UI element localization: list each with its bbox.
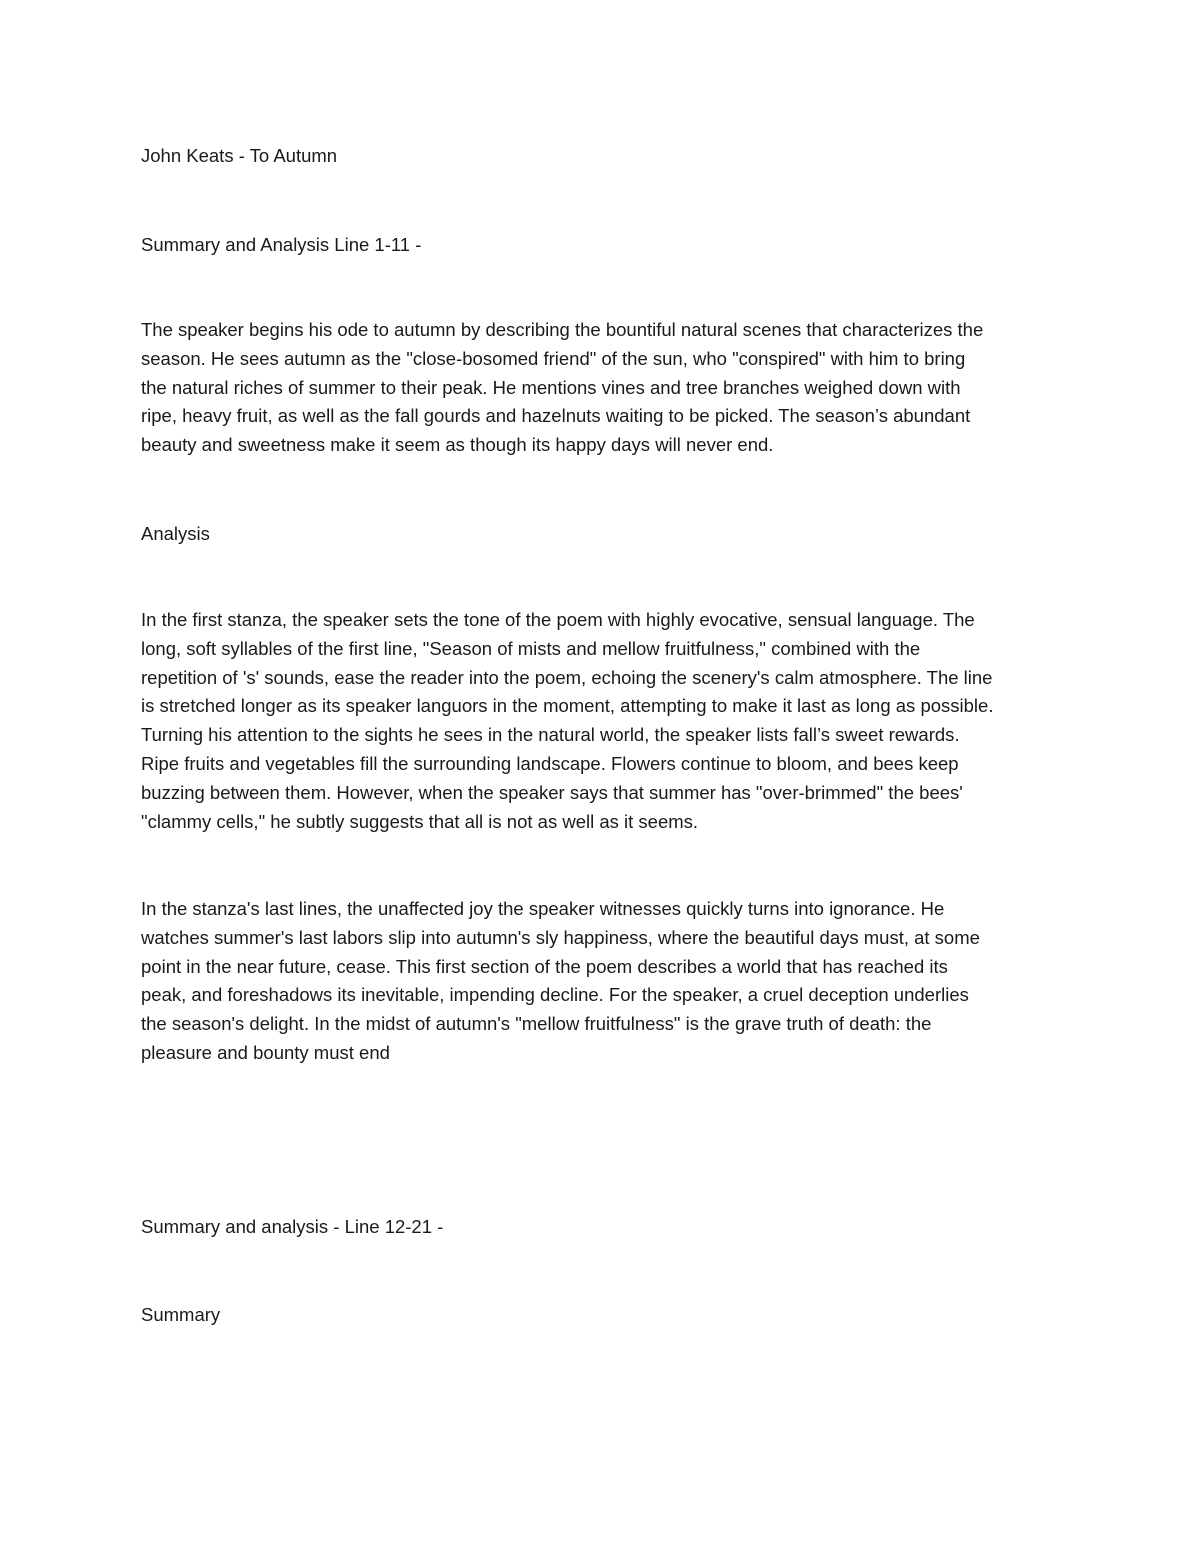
summary-paragraph [141,316,1061,460]
paragraph-line: repetition of 's' sounds, ease the reader into the poem, echoing the scenery's calm atmosphere. The line [141,666,993,688]
paragraph-line: "clammy cells," he subtly suggests that all is not as well as it seems. [141,810,699,832]
paragraph-line: buzzing between them. However, when the speaker says that summer has "over-brimmed" the bees' [141,781,963,803]
analysis-paragraph-2 [141,895,1061,1068]
paragraph-line: the season's delight. In the midst of autumn's "mellow fruitfulness" is the grave truth of death: the [141,1013,932,1035]
paragraph-line: is stretched longer as its speaker languors in the moment, attempting to make it last as long as possible. [141,695,994,717]
analysis-heading: Analysis [141,523,210,544]
paragraph-line: beauty and sweetness make it seem as though its happy days will never end. [141,434,774,456]
paragraph-line: ripe, heavy fruit, as well as the fall gourds and hazelnuts waiting to be picked. The season’s abundant [141,405,971,427]
analysis-paragraph-1 [141,606,1061,836]
section-heading-lines-12-21: Summary and analysis - Line 12-21 - [141,1216,444,1237]
document-title: John Keats - To Autumn [141,145,338,166]
paragraph-line: Turning his attention to the sights he sees in the natural world, the speaker lists fall’s sweet rewards. [141,724,960,746]
paragraph-line: In the first stanza, the speaker sets the tone of the poem with highly evocative, sensual language. The [141,609,975,630]
summary-heading: Summary [141,1304,221,1325]
paragraph-line: Ripe fruits and vegetables fill the surrounding landscape. Flowers continue to bloom, and bees keep [141,752,959,774]
paragraph-line: season. He sees autumn as the "close-bosomed friend" of the sun, who "conspired" with him to bring [141,347,966,369]
paragraph-line: pleasure and bounty must end [141,1041,390,1063]
paragraph-line: In the stanza's last lines, the unaffected joy the speaker witnesses quickly turns into ignorance. He [141,898,945,919]
paragraph-line: watches summer's last labors slip into autumn's sly happiness, where the beautiful days must, at some [141,926,980,948]
paragraph-line: point in the near future, cease. This first section of the poem describes a world that has reached its [141,955,948,977]
paragraph-line: the natural riches of summer to their peak. He mentions vines and tree branches weighed down with [141,376,961,398]
paragraph-line: peak, and foreshadows its inevitable, impending decline. For the speaker, a cruel deception underlies [141,984,969,1006]
paragraph-line: long, soft syllables of the first line, "Season of mists and mellow fruitfulness," combined with the [141,637,921,659]
section-heading-lines-1-11: Summary and Analysis Line 1-11 - [141,234,422,255]
paragraph-line: The speaker begins his ode to autumn by describing the bountiful natural scenes that characterizes the [141,319,984,340]
